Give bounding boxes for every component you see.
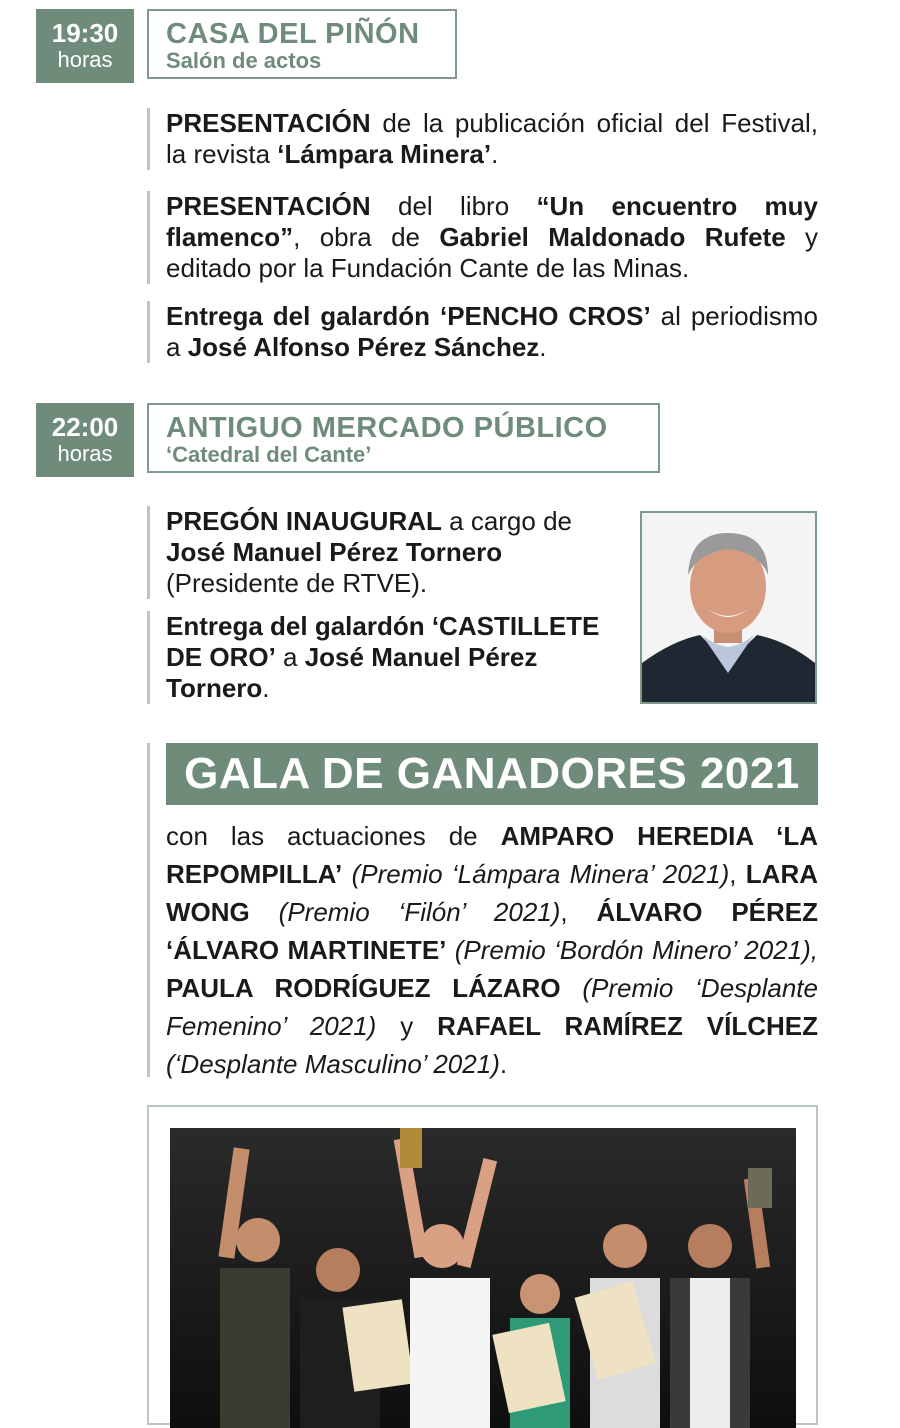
item-text-end: y editado por la Fundación Cante de las Minas.	[166, 222, 818, 283]
item-text: , obra de	[293, 222, 440, 252]
program-item-castillete	[147, 611, 607, 704]
gala-title-banner: GALA DE GANADORES 2021	[166, 743, 818, 805]
item-text-end: .	[262, 673, 270, 703]
artist-name: AMPARO HEREDIA ‘LA REPOMPILLA’	[166, 821, 818, 889]
item-text-end: (Presidente de RTVE).	[166, 568, 428, 598]
event-time-unit: horas	[57, 46, 113, 72]
event-time: 19:30	[51, 17, 119, 48]
separator: ,	[560, 897, 597, 927]
item-text-end: .	[491, 139, 499, 169]
stage-photo-illustration	[170, 1128, 796, 1428]
item-lead: PRESENTACIÓN	[166, 108, 371, 138]
author-name: Gabriel Maldonado Rufete	[439, 222, 786, 252]
item-lead: Entrega del galardón ‘CASTILLETE DE ORO’	[166, 611, 600, 672]
artist-name: PAULA RODRÍGUEZ LÁZARO	[166, 973, 561, 1003]
venue-subtitle: ‘Catedral del Cante’	[166, 442, 372, 467]
item-lead: PREGÓN INAUGURAL	[166, 506, 442, 536]
award-name: (Premio ‘Desplante Femenino’ 2021)	[166, 973, 818, 1041]
program-item-revista	[147, 108, 818, 170]
item-text: a cargo de	[441, 506, 572, 536]
program-item-pencho-cros	[147, 301, 818, 363]
awardee-name: José Alfonso Pérez Sánchez	[187, 332, 540, 362]
item-highlight: ‘Lámpara Minera’	[277, 139, 492, 169]
item-text: de la publicación oficial del Festival, la revista	[166, 108, 818, 169]
item-text: al periodismo a	[166, 301, 818, 362]
speaker-portrait-photo	[640, 511, 817, 704]
portrait-illustration	[642, 513, 815, 702]
winners-stage-photo	[170, 1128, 796, 1428]
speaker-name: José Manuel Pérez Tornero	[166, 537, 503, 567]
separator: ,	[729, 859, 746, 889]
venue-box-casa-del-pinon	[147, 9, 457, 79]
program-item-libro	[147, 191, 818, 284]
gala-intro: con las actuaciones de	[166, 821, 501, 851]
venue-name: ANTIGUO MERCADO PÚBLICO	[166, 412, 608, 444]
conjunction: y	[376, 1011, 438, 1041]
venue-box-mercado-publico	[147, 403, 660, 473]
program-item-pregon	[147, 506, 607, 599]
artist-name: ÁLVARO PÉREZ ‘ÁLVARO MARTINETE’	[166, 897, 818, 965]
item-lead: PRESENTACIÓN	[166, 191, 371, 221]
venue-subtitle: Salón de actos	[166, 48, 322, 73]
gala-description	[166, 817, 818, 1083]
awardee-name: José Manuel Pérez Tornero	[166, 642, 538, 703]
event-time: 22:00	[51, 411, 119, 442]
item-text-end: .	[539, 332, 547, 362]
time-badge-1930	[36, 9, 134, 83]
book-title: “Un encuentro muy flamenco”	[166, 191, 819, 252]
item-text: a	[275, 642, 305, 672]
item-text: del libro	[370, 191, 537, 221]
sentence-end: .	[499, 1049, 508, 1079]
venue-name: CASA DEL PIÑÓN	[166, 18, 420, 50]
award-name: (Premio ‘Filón’ 2021)	[278, 897, 561, 927]
artist-name: RAFAEL RAMÍREZ VÍLCHEZ	[437, 1011, 819, 1041]
award-name: (‘Desplante Masculino’ 2021)	[166, 1049, 500, 1079]
event-time-unit: horas	[57, 440, 113, 466]
time-badge-2200	[36, 403, 134, 477]
award-name: (Premio ‘Bordón Minero’ 2021),	[454, 935, 818, 965]
item-lead: Entrega del galardón ‘PENCHO CROS’	[166, 301, 651, 331]
gala-left-rule	[147, 743, 150, 1077]
award-name: (Premio ‘Lámpara Minera’ 2021)	[351, 859, 730, 889]
artist-name: LARA WONG	[166, 859, 819, 927]
